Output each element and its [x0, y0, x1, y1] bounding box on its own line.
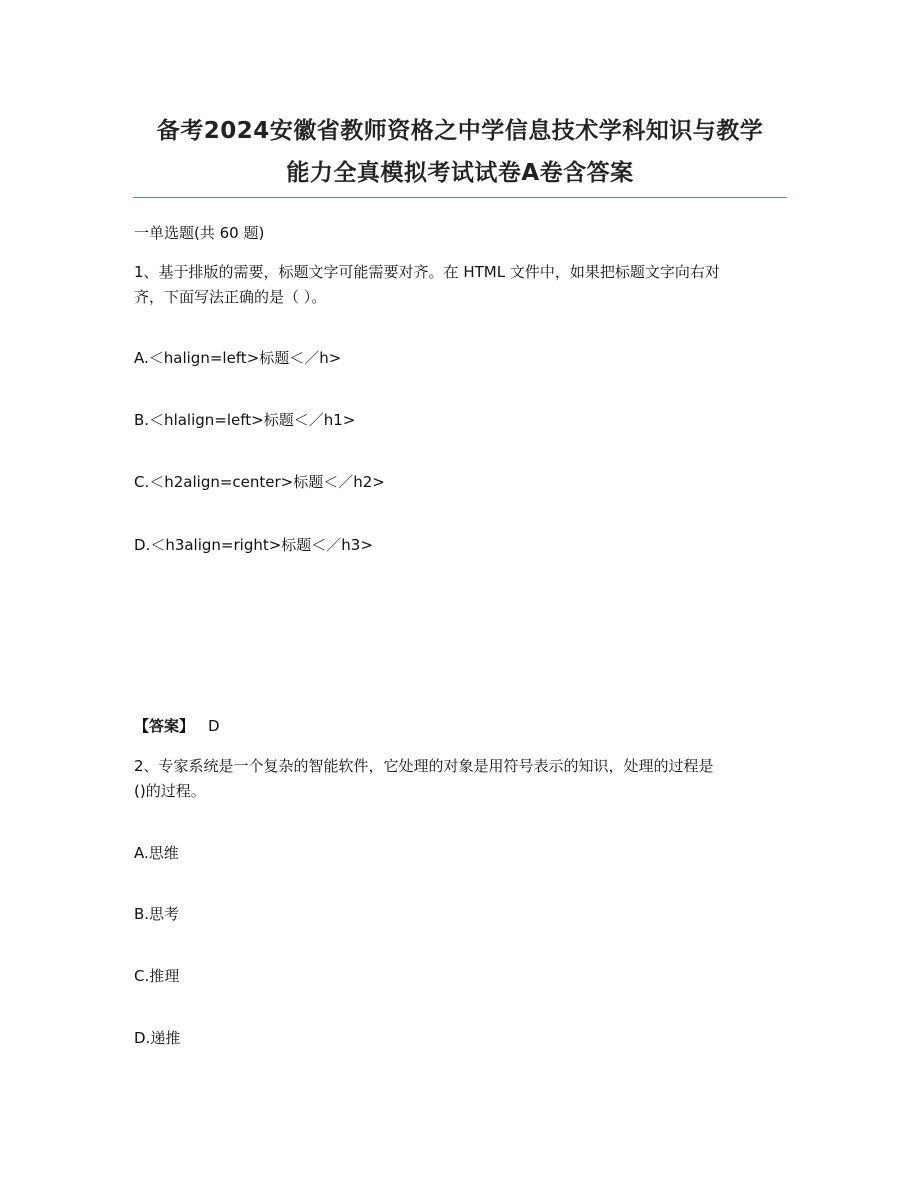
question-2-stem-line-1: 2、专家系统是一个复杂的智能软件，它处理的对象是用符号表示的知识，处理的过程是: [134, 757, 714, 775]
question-2-option-b: B.思考: [134, 905, 180, 923]
question-1-option-c: C.＜h2align=center>标题＜／h2>: [134, 473, 385, 491]
title-divider: [133, 197, 787, 198]
question-1-answer: [134, 716, 220, 736]
question-2-option-a: A.思维: [134, 844, 179, 862]
question-2-option-c: C.推理: [134, 967, 180, 985]
question-2-stem-line-2: ()的过程。: [134, 782, 206, 800]
question-1-option-b: B.＜hlalign=left>标题＜／h1>: [134, 411, 356, 429]
question-2-option-d: D.递推: [134, 1029, 181, 1047]
answer-label: 【答案】: [134, 717, 195, 735]
document-title-line-1: 备考2024安徽省教师资格之中学信息技术学科知识与教学: [156, 118, 764, 144]
question-1-stem-line-2: 齐，下面写法正确的是（ ）。: [134, 288, 327, 306]
question-1-stem-line-1: 1、基于排版的需要，标题文字可能需要对齐。在 HTML 文件中，如果把标题文字向右对: [134, 263, 720, 281]
document-title-line-2: 能力全真模拟考试试卷A卷含答案: [286, 160, 634, 186]
section-heading: 一单选题(共 60 题): [134, 224, 265, 242]
question-1-option-a: A.＜halign=left>标题＜／h>: [134, 349, 342, 367]
question-1-option-d: D.＜h3align=right>标题＜／h3>: [134, 536, 373, 554]
answer-value: D: [208, 717, 220, 735]
